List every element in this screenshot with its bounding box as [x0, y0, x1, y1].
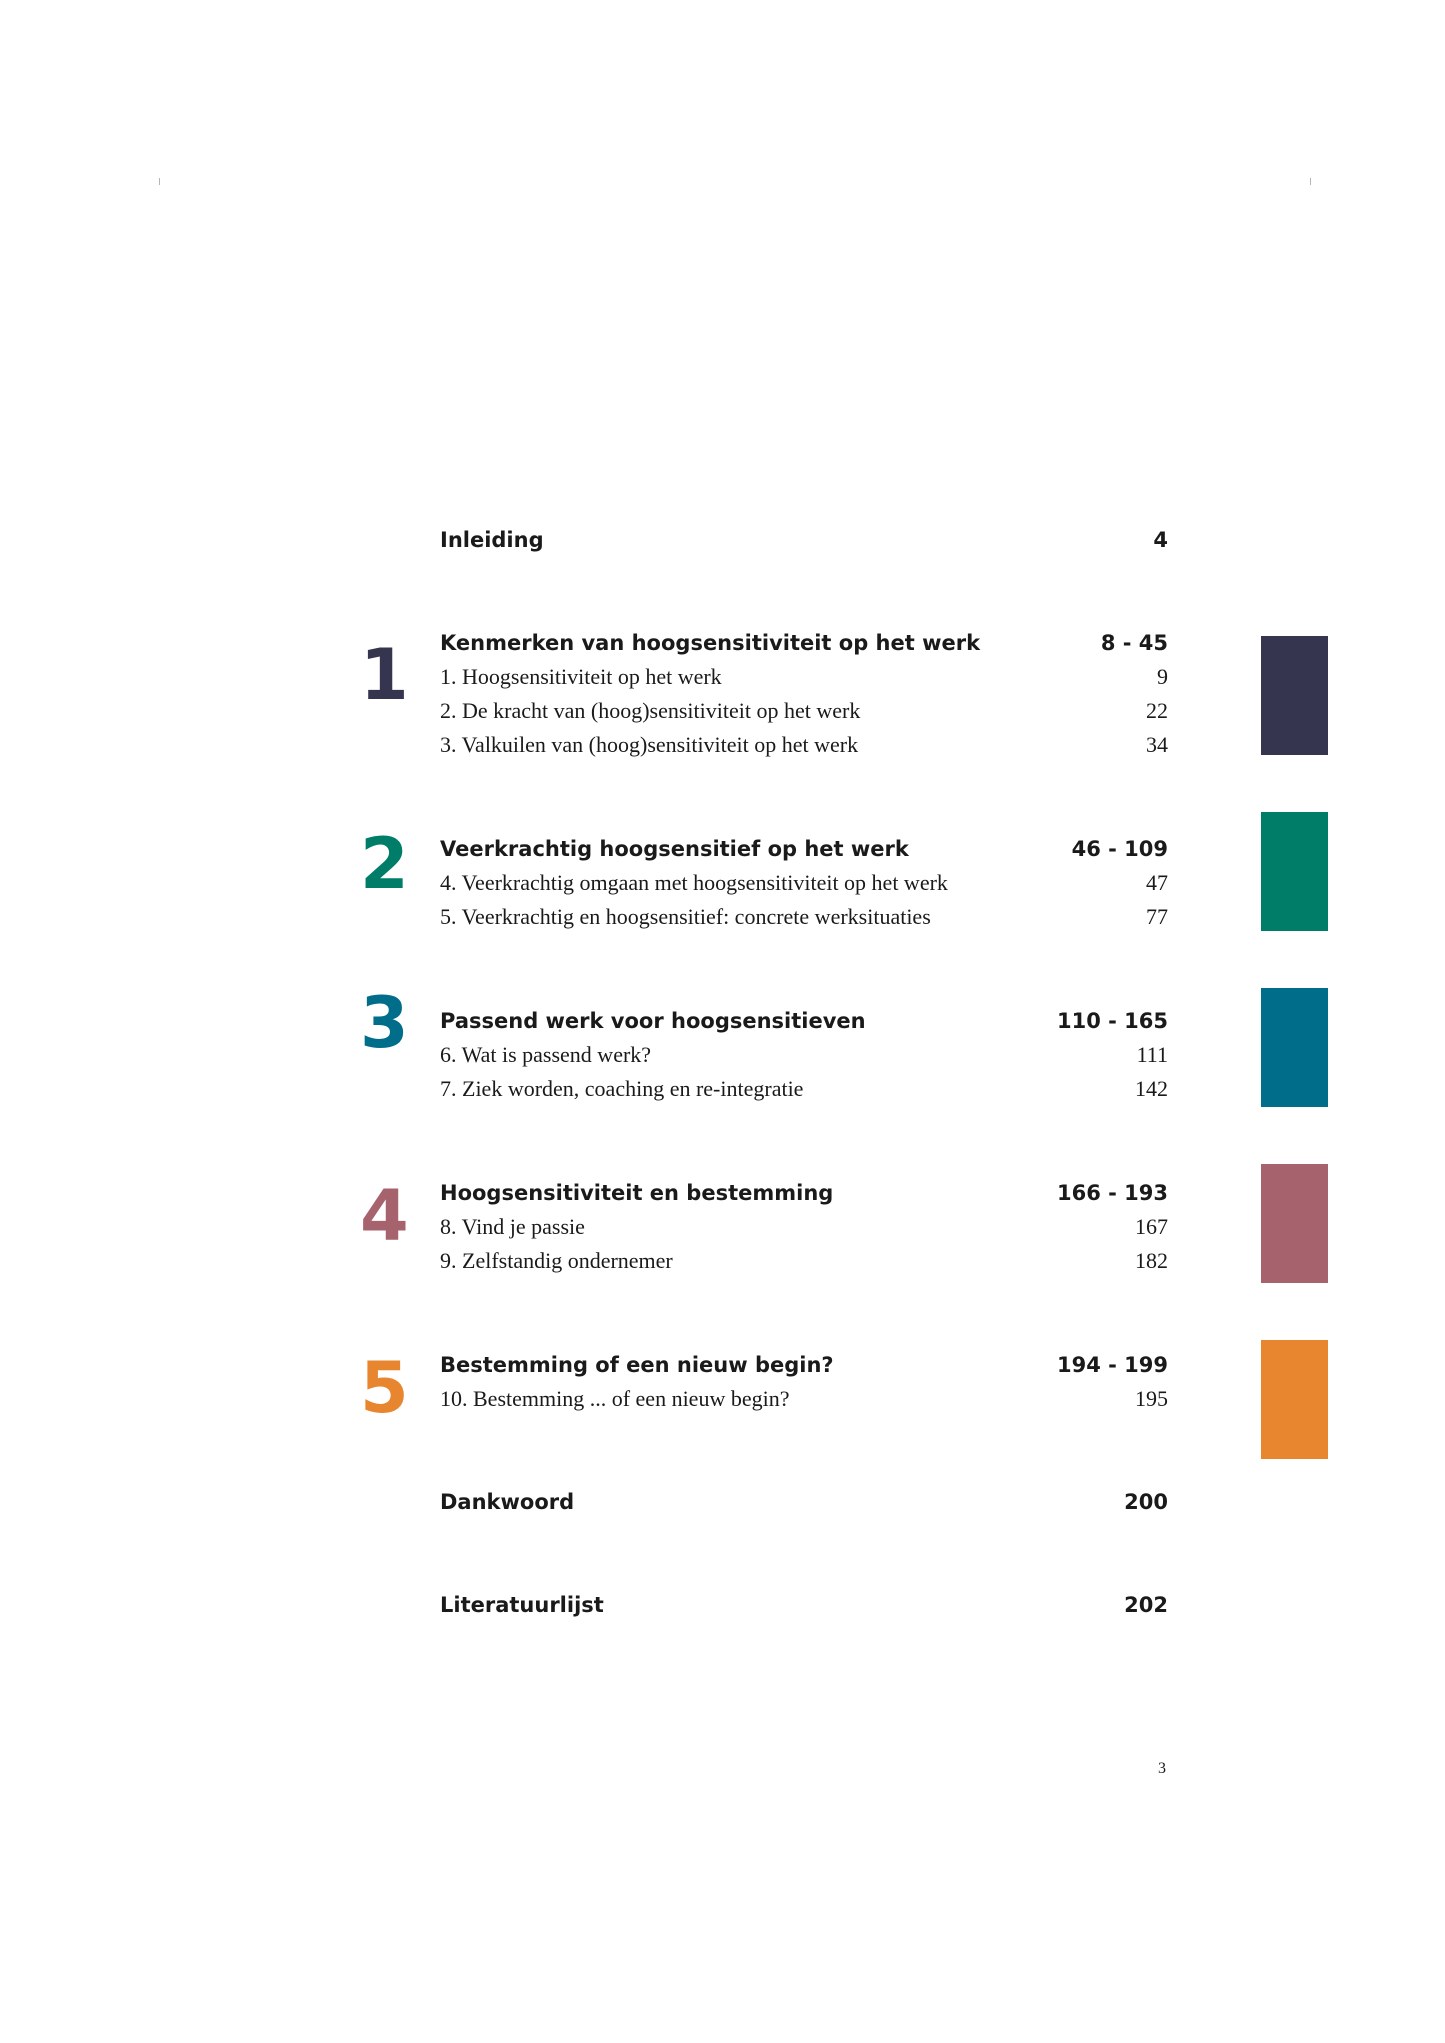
chapter-heading[interactable] — [440, 1004, 1168, 1038]
toc-entry-literatuurlijst[interactable] — [440, 1588, 1168, 1622]
toc-entry-page: 200 — [1124, 1490, 1168, 1514]
chapter-3-color-tab — [1261, 988, 1328, 1107]
chapter-title: Kenmerken van hoogsensitiviteit op het werk — [440, 631, 981, 655]
section-title: 10. Bestemming ... of een nieuw begin? — [440, 1386, 790, 1411]
chapter-number-2: 2 — [360, 823, 409, 905]
toc-entry-page: 202 — [1124, 1593, 1168, 1617]
toc-entry-page: 4 — [1153, 528, 1168, 552]
section-page: 34 — [1146, 732, 1168, 757]
chapter-page-range: 8 - 45 — [1100, 631, 1168, 655]
chapter-number-3: 3 — [360, 982, 409, 1064]
toc-entry-inleiding[interactable] — [440, 523, 1168, 557]
chapter-number-1: 1 — [360, 634, 409, 716]
chapter-page-range: 46 - 109 — [1071, 837, 1168, 861]
section-row[interactable] — [440, 1038, 1168, 1072]
section-page: 142 — [1135, 1076, 1168, 1101]
chapter-2-block — [440, 832, 1168, 934]
toc-entry-title: Dankwoord — [440, 1490, 575, 1514]
chapter-heading[interactable] — [440, 626, 1168, 660]
section-title: 5. Veerkrachtig en hoogsensitief: concrete werksituaties — [440, 904, 931, 929]
section-row[interactable] — [440, 660, 1168, 694]
section-row[interactable] — [440, 900, 1168, 934]
section-page: 77 — [1146, 904, 1168, 929]
chapter-page-range: 166 - 193 — [1056, 1181, 1168, 1205]
chapter-page-range: 194 - 199 — [1056, 1353, 1168, 1377]
section-page: 47 — [1146, 870, 1168, 895]
chapter-page-range: 110 - 165 — [1056, 1009, 1168, 1033]
chapter-4-color-tab — [1261, 1164, 1328, 1283]
section-page: 167 — [1135, 1214, 1168, 1239]
chapter-4-block — [440, 1176, 1168, 1278]
section-row[interactable] — [440, 1210, 1168, 1244]
section-row[interactable] — [440, 1382, 1168, 1416]
section-page: 195 — [1135, 1386, 1168, 1411]
chapter-1-color-tab — [1261, 636, 1328, 755]
section-title: 9. Zelfstandig ondernemer — [440, 1248, 673, 1273]
chapter-heading[interactable] — [440, 1176, 1168, 1210]
section-page: 182 — [1135, 1248, 1168, 1273]
section-row[interactable] — [440, 1244, 1168, 1278]
chapter-heading[interactable] — [440, 1348, 1168, 1382]
section-title: 1. Hoogsensitiviteit op het werk — [440, 664, 722, 689]
chapter-heading[interactable] — [440, 832, 1168, 866]
section-title: 3. Valkuilen van (hoog)sensitiviteit op het werk — [440, 732, 859, 757]
chapter-title: Veerkrachtig hoogsensitief op het werk — [440, 837, 909, 861]
section-page: 111 — [1136, 1042, 1168, 1067]
chapter-2-color-tab — [1261, 812, 1328, 931]
chapter-title: Bestemming of een nieuw begin? — [440, 1353, 834, 1377]
chapter-title: Passend werk voor hoogsensitieven — [440, 1009, 866, 1033]
section-row[interactable] — [440, 694, 1168, 728]
chapter-title: Hoogsensitiviteit en bestemming — [440, 1181, 834, 1205]
section-title: 2. De kracht van (hoog)sensitiviteit op het werk — [440, 698, 861, 723]
section-row[interactable] — [440, 728, 1168, 762]
chapter-5-block — [440, 1348, 1168, 1416]
chapter-5-color-tab — [1261, 1340, 1328, 1459]
toc-entry-title: Inleiding — [440, 528, 544, 552]
crop-mark-left — [159, 178, 160, 185]
chapter-1-block — [440, 626, 1168, 762]
toc-entry-dankwoord[interactable] — [440, 1485, 1168, 1519]
crop-mark-right — [1310, 178, 1311, 185]
section-title: 8. Vind je passie — [440, 1214, 585, 1239]
section-title: 4. Veerkrachtig omgaan met hoogsensitiviteit op het werk — [440, 870, 948, 895]
section-row[interactable] — [440, 1072, 1168, 1106]
section-title: 6. Wat is passend werk? — [440, 1042, 652, 1067]
section-page: 9 — [1157, 664, 1168, 689]
section-row[interactable] — [440, 866, 1168, 900]
section-page: 22 — [1146, 698, 1168, 723]
page-number: 3 — [1158, 1760, 1166, 1777]
section-title: 7. Ziek worden, coaching en re-integratie — [440, 1076, 804, 1101]
chapter-number-5: 5 — [360, 1347, 409, 1429]
chapter-number-4: 4 — [360, 1175, 409, 1257]
toc-entry-title: Literatuurlijst — [440, 1593, 604, 1617]
chapter-3-block — [440, 1004, 1168, 1106]
